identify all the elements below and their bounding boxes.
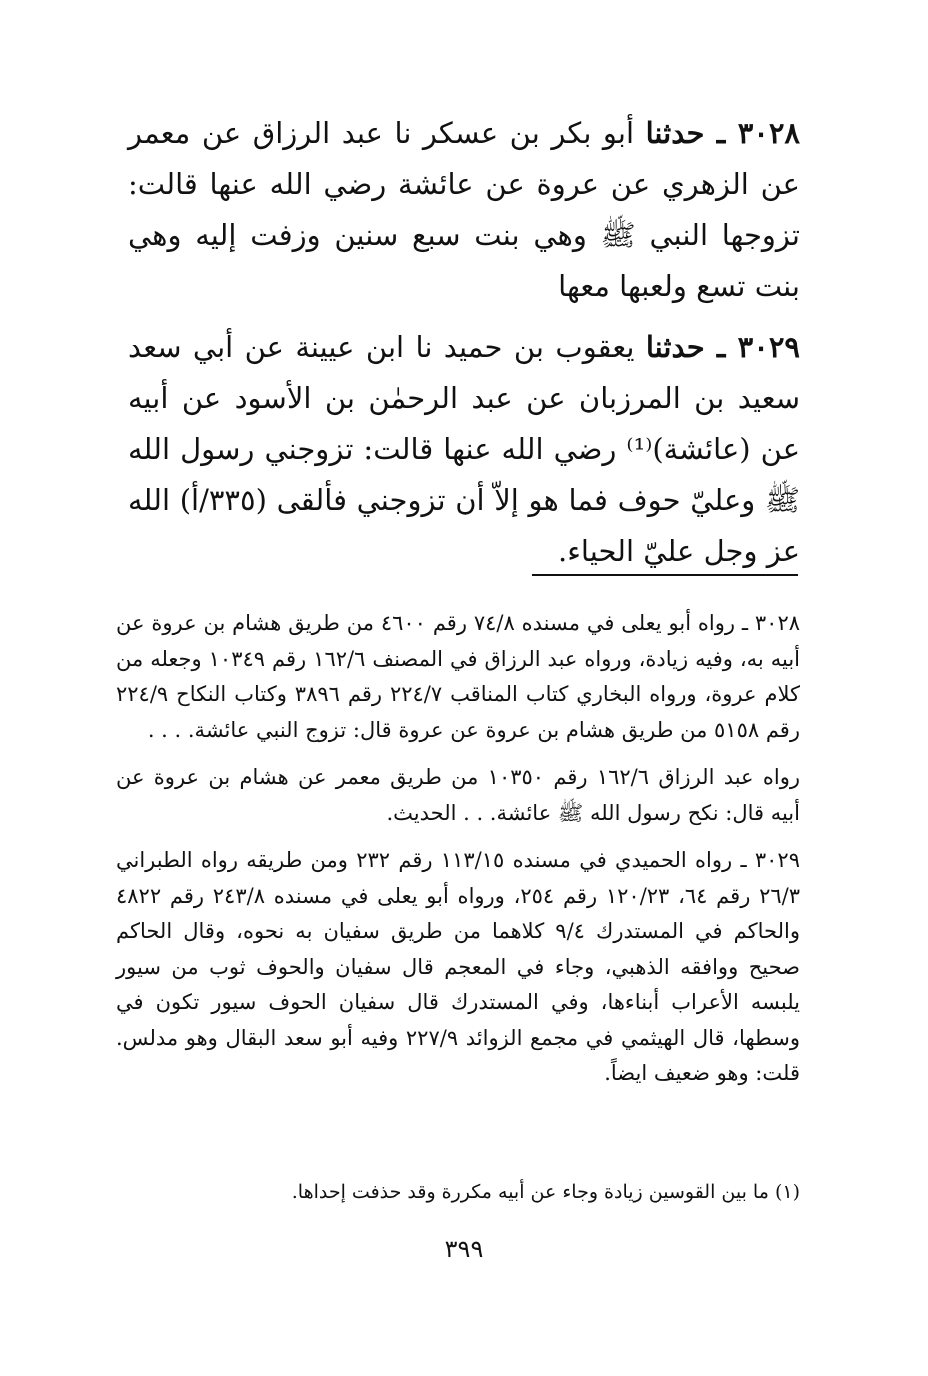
note-text: رواه عبد الرزاق ١٦٢/٦ رقم ١٠٣٥٠ من طريق معمر عن هشام بن عروة عن أبيه قال: نكح رسول الله ﷺ عائشة. . . الحديث.	[116, 765, 801, 825]
hadith-number: ٣٠٢٨	[737, 116, 800, 150]
hadith-text: أبو بكر بن عسكر نا عبد الرزاق عن معمر عن الزهري عن عروة عن عائشة رضي الله عنها قالت: تزوجها النبي ﷺ وهي بنت سبع سنين وزفت إليه وهي بنت تسع ولعبها معها	[128, 116, 800, 303]
page-number: ٣٩٩	[444, 1235, 484, 1263]
hadith-separator: ـ	[704, 330, 738, 364]
hadith-number: ٣٠٢٩	[737, 330, 800, 364]
footnote-divider	[532, 574, 798, 576]
note-text: رواه الحميدي في مسنده ١١٣/١٥ رقم ٢٣٢ ومن طريقه رواه الطبراني ٢٦/٣ رقم ٦٤، ١٢٠/٢٣ رقم ٢٥٤، ورواه أبو يعلى في مسنده ٢٤٣/٨ رقم ٤٨٢٢ والحاكم في المستدرك ٩/٤ كلاهما من طريق سفيان به نحوه، وقال الحاكم صحيح ووافقه الذهبي، وجاء في المعجم قال سفيان والحوف ثوب من سيور يلبسه الأعراب أبناءها، وفي المستدرك قال سفيان الحوف سيور تكون في وسطها، قال الهيثمي في مجمع الزوائد ٢٢٧/٩ وفيه أبو سعد البقال وهو مدلس. قلت: وهو ضعيف ايضاً.	[116, 848, 801, 1085]
main-text	[128, 108, 800, 587]
note-text: رواه أبو يعلى في مسنده ٧٤/٨ رقم ٤٦٠٠ من طريق هشام بن عروة عن أبيه به، وفيه زيادة، ورواه عبد الرزاق في المصنف ١٦٢/٦ رقم ١٠٣٤٩ وجعله من كلام عروة، ورواه البخاري كتاب المناقب ٢٢٤/٧ رقم ٣٨٩٦ وكتاب النكاح ٢٢٤/٩ رقم ٥١٥٨ من طريق هشام بن عروة عن عروة قال: تزوج النبي عائشة. . . .	[116, 611, 801, 742]
hadith-entry-3029	[128, 322, 800, 577]
hadith-text: يعقوب بن حميد نا ابن عيينة عن أبي سعد سعيد بن المرزبان عن عبد الرحمٰن بن الأسود عن أبيه عن (عائشة)⁽¹⁾ رضي الله عنها قالت: تزوجني رسول الله ﷺ وعليّ حوف فما هو إلاّ أن تزوجني فألقى (٣٣٥/أ) الله عز وجل عليّ الحياء.	[128, 330, 800, 568]
note-3028	[116, 606, 800, 748]
note-number: ٣٠٢٨	[754, 611, 801, 635]
note-3029	[116, 843, 800, 1092]
hadith-separator: ـ	[704, 116, 738, 150]
note-3028-continued	[116, 760, 800, 831]
note-separator: ـ	[735, 611, 755, 635]
note-separator: ـ	[732, 848, 755, 872]
footnote: (١) ما بين القوسين زيادة وجاء عن أبيه مكررة وقد حذفت إحداها.	[291, 1181, 800, 1203]
hadith-keyword: حدثنا	[645, 330, 705, 364]
hadith-keyword: حدثنا	[645, 116, 705, 150]
note-number: ٣٠٢٩	[754, 848, 800, 872]
takhrij-notes	[116, 606, 800, 1104]
hadith-entry-3028	[128, 108, 800, 312]
